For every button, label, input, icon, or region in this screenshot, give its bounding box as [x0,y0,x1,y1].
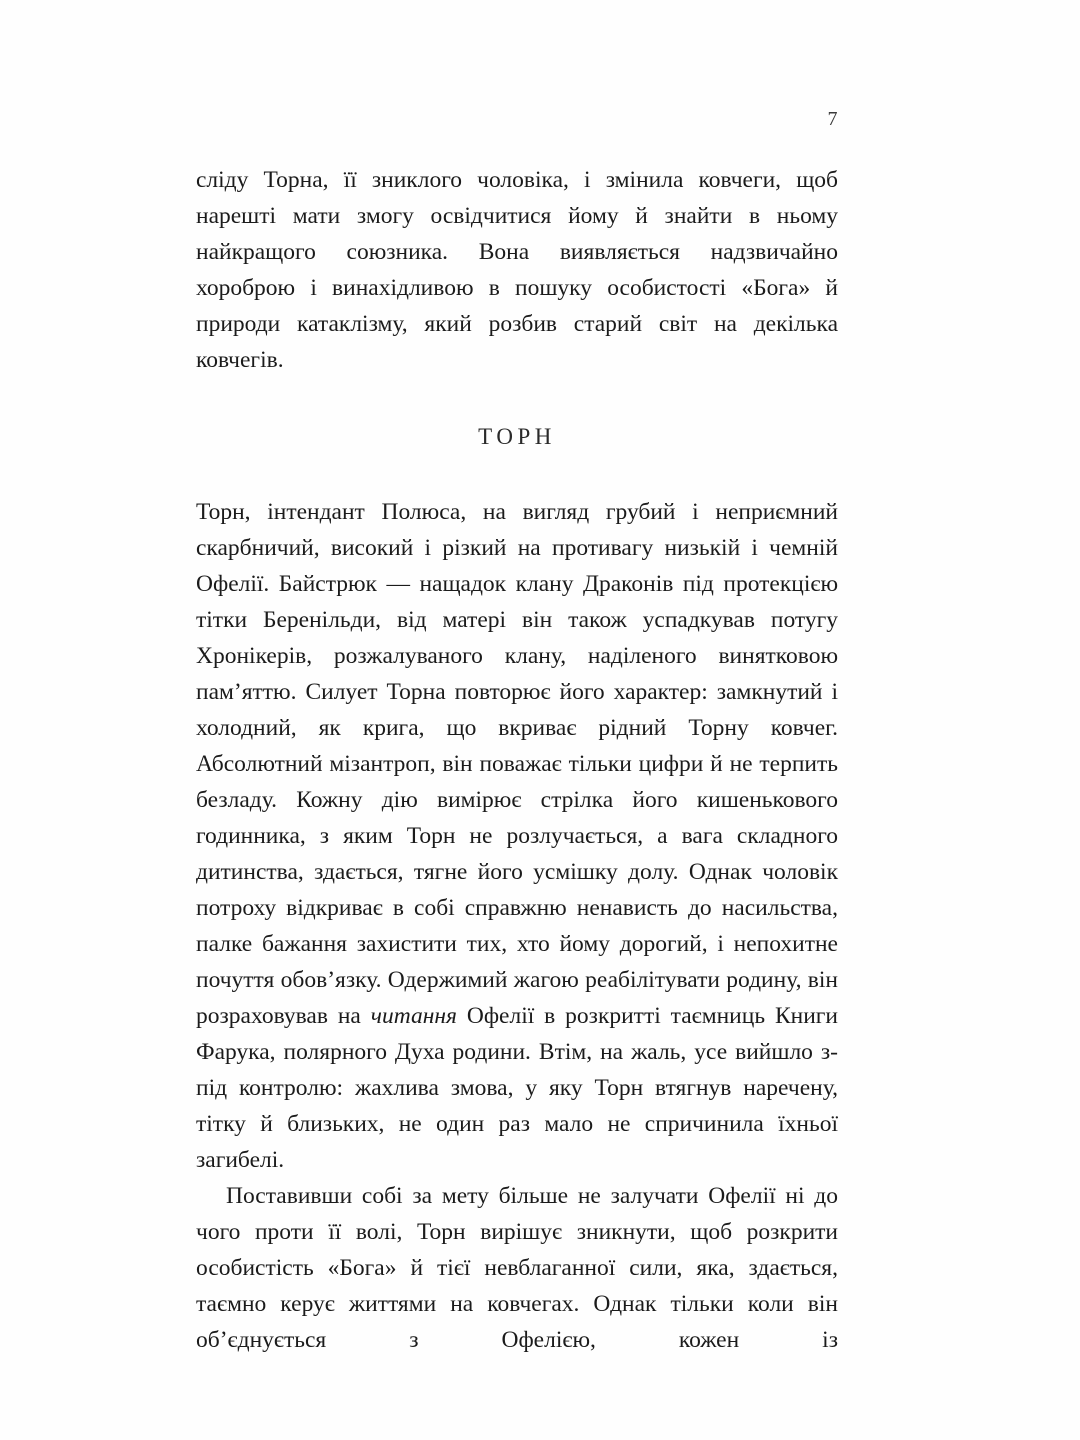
paragraph-thorn-goal: Поставивши собі за мету більше не залучати Офелії ні до чого проти її волі, Торн вирішує зникнути, щоб розкрити особистість «Бога» й тієї невблаганної сили, яка, здається, таємно керує життями на ковчегах. Однак тільки коли він об’єднується з Офелією, кожен із [196,1183,838,1353]
page-number: 7 [827,108,838,130]
paragraph-text-segment-b: Офелії в розкритті таємниць Книги Фарука, полярного Духа родини. Втім, на жаль, усе вийшло з-під контролю: жахлива змова, у яку Торн втягнув наречену, тітку й близьких, не один раз мало не спричинила їхньої загибелі. [196,1003,838,1173]
paragraph-thorn-description [196,494,838,1178]
paragraph-text-segment-a: Торн, інтендант Полюса, на вигляд грубий і неприємний скарбничий, високий і різкий на противагу низькій і чемній Офелії. Байстрюк — нащадок клану Драконів під протекцією тітки Беренільди, від матері він також успадкував потугу Хронікерів, розжалуваного клану, наділеного винятковою пам’яттю. Силует Торна повторює його характер: замкнутий і холодний, як крига, що вкриває рідний Торну ковчег. Абсолютний мізантроп, він поважає тільки цифри й не терпить безладу. Кожну дію вимірює стрілка його кишенькового годинника, з яким Торн не розлучається, а вага складного дитинства, здається, тягне його усмішку долу. Однак чоловік потроху відкриває в собі справжню ненависть до насильства, палке бажання захистити тих, хто йому дорогий, і непохитне почуття обов’язку. Одержимий жагою реабілітувати родину, він розраховував на [196,499,838,1029]
spacer-above-heading [196,378,838,424]
spacer-below-heading [196,450,838,494]
chapter-heading: ТОРН [478,424,556,449]
paragraph-continuation: сліду Торна, її зниклого чоловіка, і змінила ковчеги, щоб нарешті мати змогу освідчитися йому й знайти в ньому найкращого союзника. Вона виявляється надзвичайно хороброю і винахідливою в пошуку особистості «Бога» й природи катаклізму, який розбив старий світ на декілька ковчегів. [196,167,838,373]
text-block [196,162,838,1358]
emphasized-word: читання [370,1003,457,1029]
